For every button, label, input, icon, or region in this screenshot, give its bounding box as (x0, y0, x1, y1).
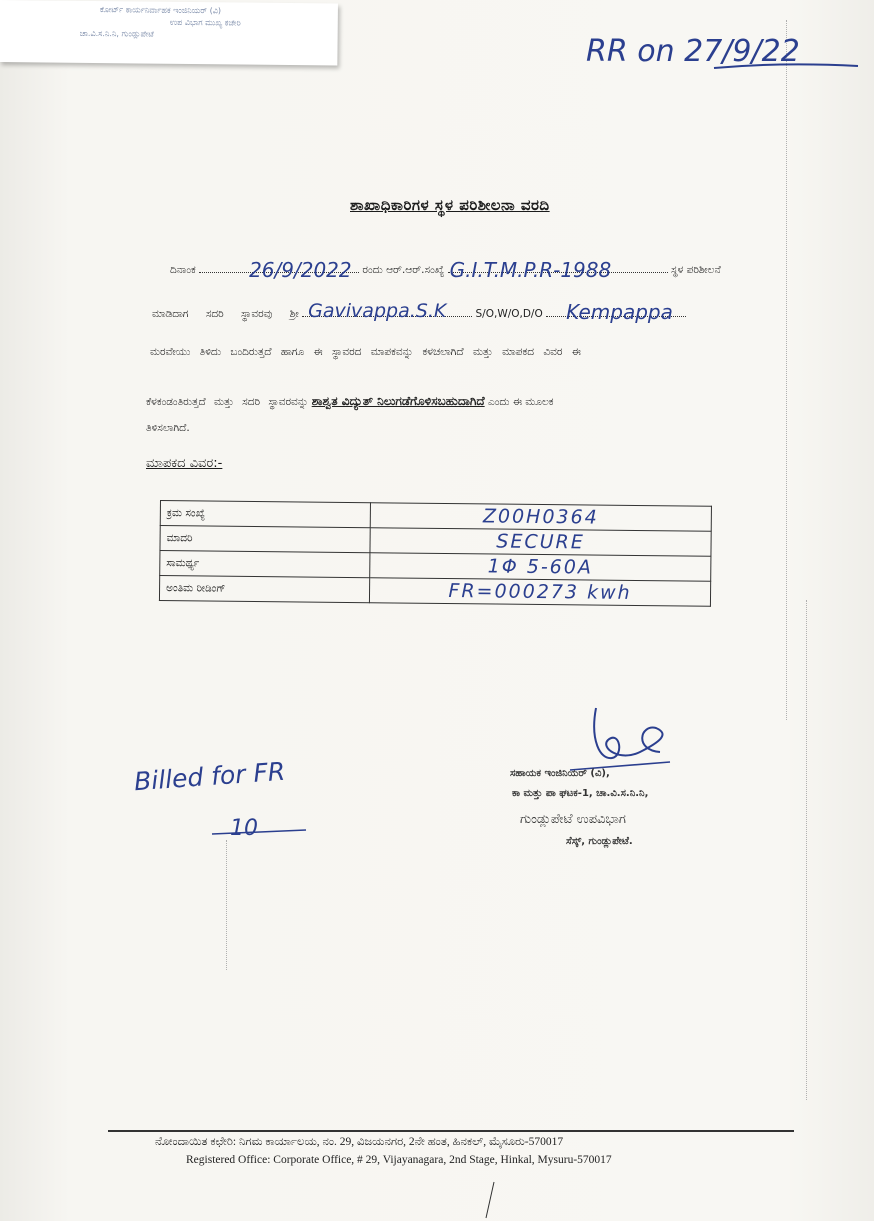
body-line-3: ಮರವೇಯು ತಿಳಿದು ಬಂದಿರುತ್ತದೆ ಹಾಗೂ ಈ ಸ್ಥಾವರದ ಮಾಪಕವನ್ನು ಕಳಚಲಾಗಿದೆ ಮತ್ತು ಮಾಪಕದ ವಿವರ ಈ (150, 346, 581, 358)
meter-value: SECURE (370, 528, 711, 557)
rr-field (448, 258, 668, 282)
meter-details-heading: ಮಾಪಕದ ವಿವರ:- (146, 456, 223, 471)
rr-value: G.I.T.M.P.R-1988 (449, 258, 612, 282)
meter-value: Z00H0364 (370, 503, 711, 532)
date-value: 26/9/2022 (249, 258, 352, 282)
bleed-mark (226, 840, 228, 970)
line4-start: ಕೆಳಕಂಡಂತಿರುತ್ತದೆ ಮತ್ತು ಸದರಿ ಸ್ಥಾವರವನ್ನು (146, 396, 309, 408)
body-line-5: ತಿಳಿಸಲಾಗಿದೆ. (146, 422, 190, 434)
stamp-line: ಸಹಾಯಕ ಇಂಜಿನಿಯರ್ (ವಿ), (510, 768, 610, 779)
meter-table (159, 500, 712, 607)
father-field (546, 300, 686, 324)
pen-mark (480, 1180, 500, 1220)
line4-end: ಎಂದು ಈ ಮೂಲಕ (487, 396, 554, 408)
handwritten-underline (210, 826, 310, 838)
bleed-mark (786, 20, 788, 720)
meter-value: 1Φ 5-60A (370, 553, 711, 582)
meter-value: FR=000273 kwh (369, 578, 710, 607)
page-title: ಶಾಖಾಧಿಕಾರಿಗಳ ಸ್ಥಳ ಪರಿಶೀಲನಾ ವರದಿ (350, 196, 550, 214)
stamp-line: ಕಾ ಮತ್ತು ಪಾ ಘಟಕ-1, ಚಾ.ವಿ.ಸ.ನಿ.ನಿ, (512, 788, 649, 799)
bleed-mark (806, 600, 808, 1100)
slip-line: ಕೋರ್ಟ್ ಕಾರ್ಯನಿರ್ವಾಹಕ ಇಂಜಿನಿಯರ್ (ವಿ) (99, 5, 222, 16)
stamp-line: ಗುಂಡ್ಲುಪೇಟೆ ಉಪವಿಭಾಗ (520, 812, 626, 827)
line1-end: ಸ್ಥಳ ಪರಿಶೀಲನೆ (670, 264, 721, 276)
permanent-disconnection-text: ಶಾಶ್ವತ ವಿದ್ಯುತ್ ನಿಲುಗಡೆಗೊಳಿಸಬಹುದಾಗಿದೆ (311, 394, 485, 408)
footer-english: Registered Office: Corporate Office, # 29, Vijayanagara, 2nd Stage, Hinkal, Mysuru-570017 (186, 1154, 612, 1166)
rr-label: ರಂದು ಆರ್.ಆರ್.ಸಂಖ್ಯೆ (362, 264, 445, 276)
meter-label: ಸಾಮರ್ಥ್ಯ (160, 551, 370, 578)
meter-label: ಮಾದರಿ (160, 526, 370, 553)
body-line-2 (152, 300, 686, 324)
owner-name: Gavivappa.S.K (308, 300, 447, 322)
meter-label: ಅಂತಿಮ ರೀಡಿಂಗ್ (159, 576, 369, 603)
father-name: Kempappa (566, 300, 673, 324)
slip-line: ಚಾ.ವಿ.ಸ.ನಿ.ನಿ, ಗುಂಡ್ಲುಪೇಟೆ (79, 28, 154, 39)
table-row (159, 576, 710, 607)
handwritten-note-number: 10 (230, 816, 258, 841)
handwritten-billing-note: Billed for FR (133, 756, 287, 797)
body-line-4 (146, 394, 554, 409)
footer-divider (108, 1130, 794, 1132)
slip-line: ಉಪ ವಿಭಾಗ ಮುಖ್ಯ ಕಚೇರಿ (169, 17, 241, 28)
relation-label: S/O,W/O,D/O (475, 308, 543, 320)
date-label: ದಿನಾಂಕ (170, 264, 196, 276)
body-line-1 (170, 258, 721, 282)
footer-kannada: ನೋಂದಾಯಿತ ಕಛೇರಿ: ನಿಗಮ ಕಾರ್ಯಾಲಯ, ನಂ. 29, ವಿಜಯನಗರ, 2ನೇ ಹಂತ, ಹಿನಕಲ್, ಮೈಸೂರು-570017 (155, 1136, 564, 1148)
header-slip (0, 0, 338, 66)
owner-field (302, 300, 472, 322)
stamp-line: ಸೆಸ್ಕ್, ಗುಂಡ್ಲುಪೇಟೆ. (566, 836, 633, 847)
date-field (199, 258, 359, 282)
handwritten-rr-date: RR on 27/9/22 (586, 34, 800, 69)
line2-start: ಮಾಡಿದಾಗ ಸದರಿ ಸ್ಥಾವರವು ಶ್ರೀ (152, 308, 299, 320)
meter-label: ಕ್ರಮ ಸಂಖ್ಯೆ (160, 501, 370, 528)
handwritten-underline (712, 60, 862, 74)
